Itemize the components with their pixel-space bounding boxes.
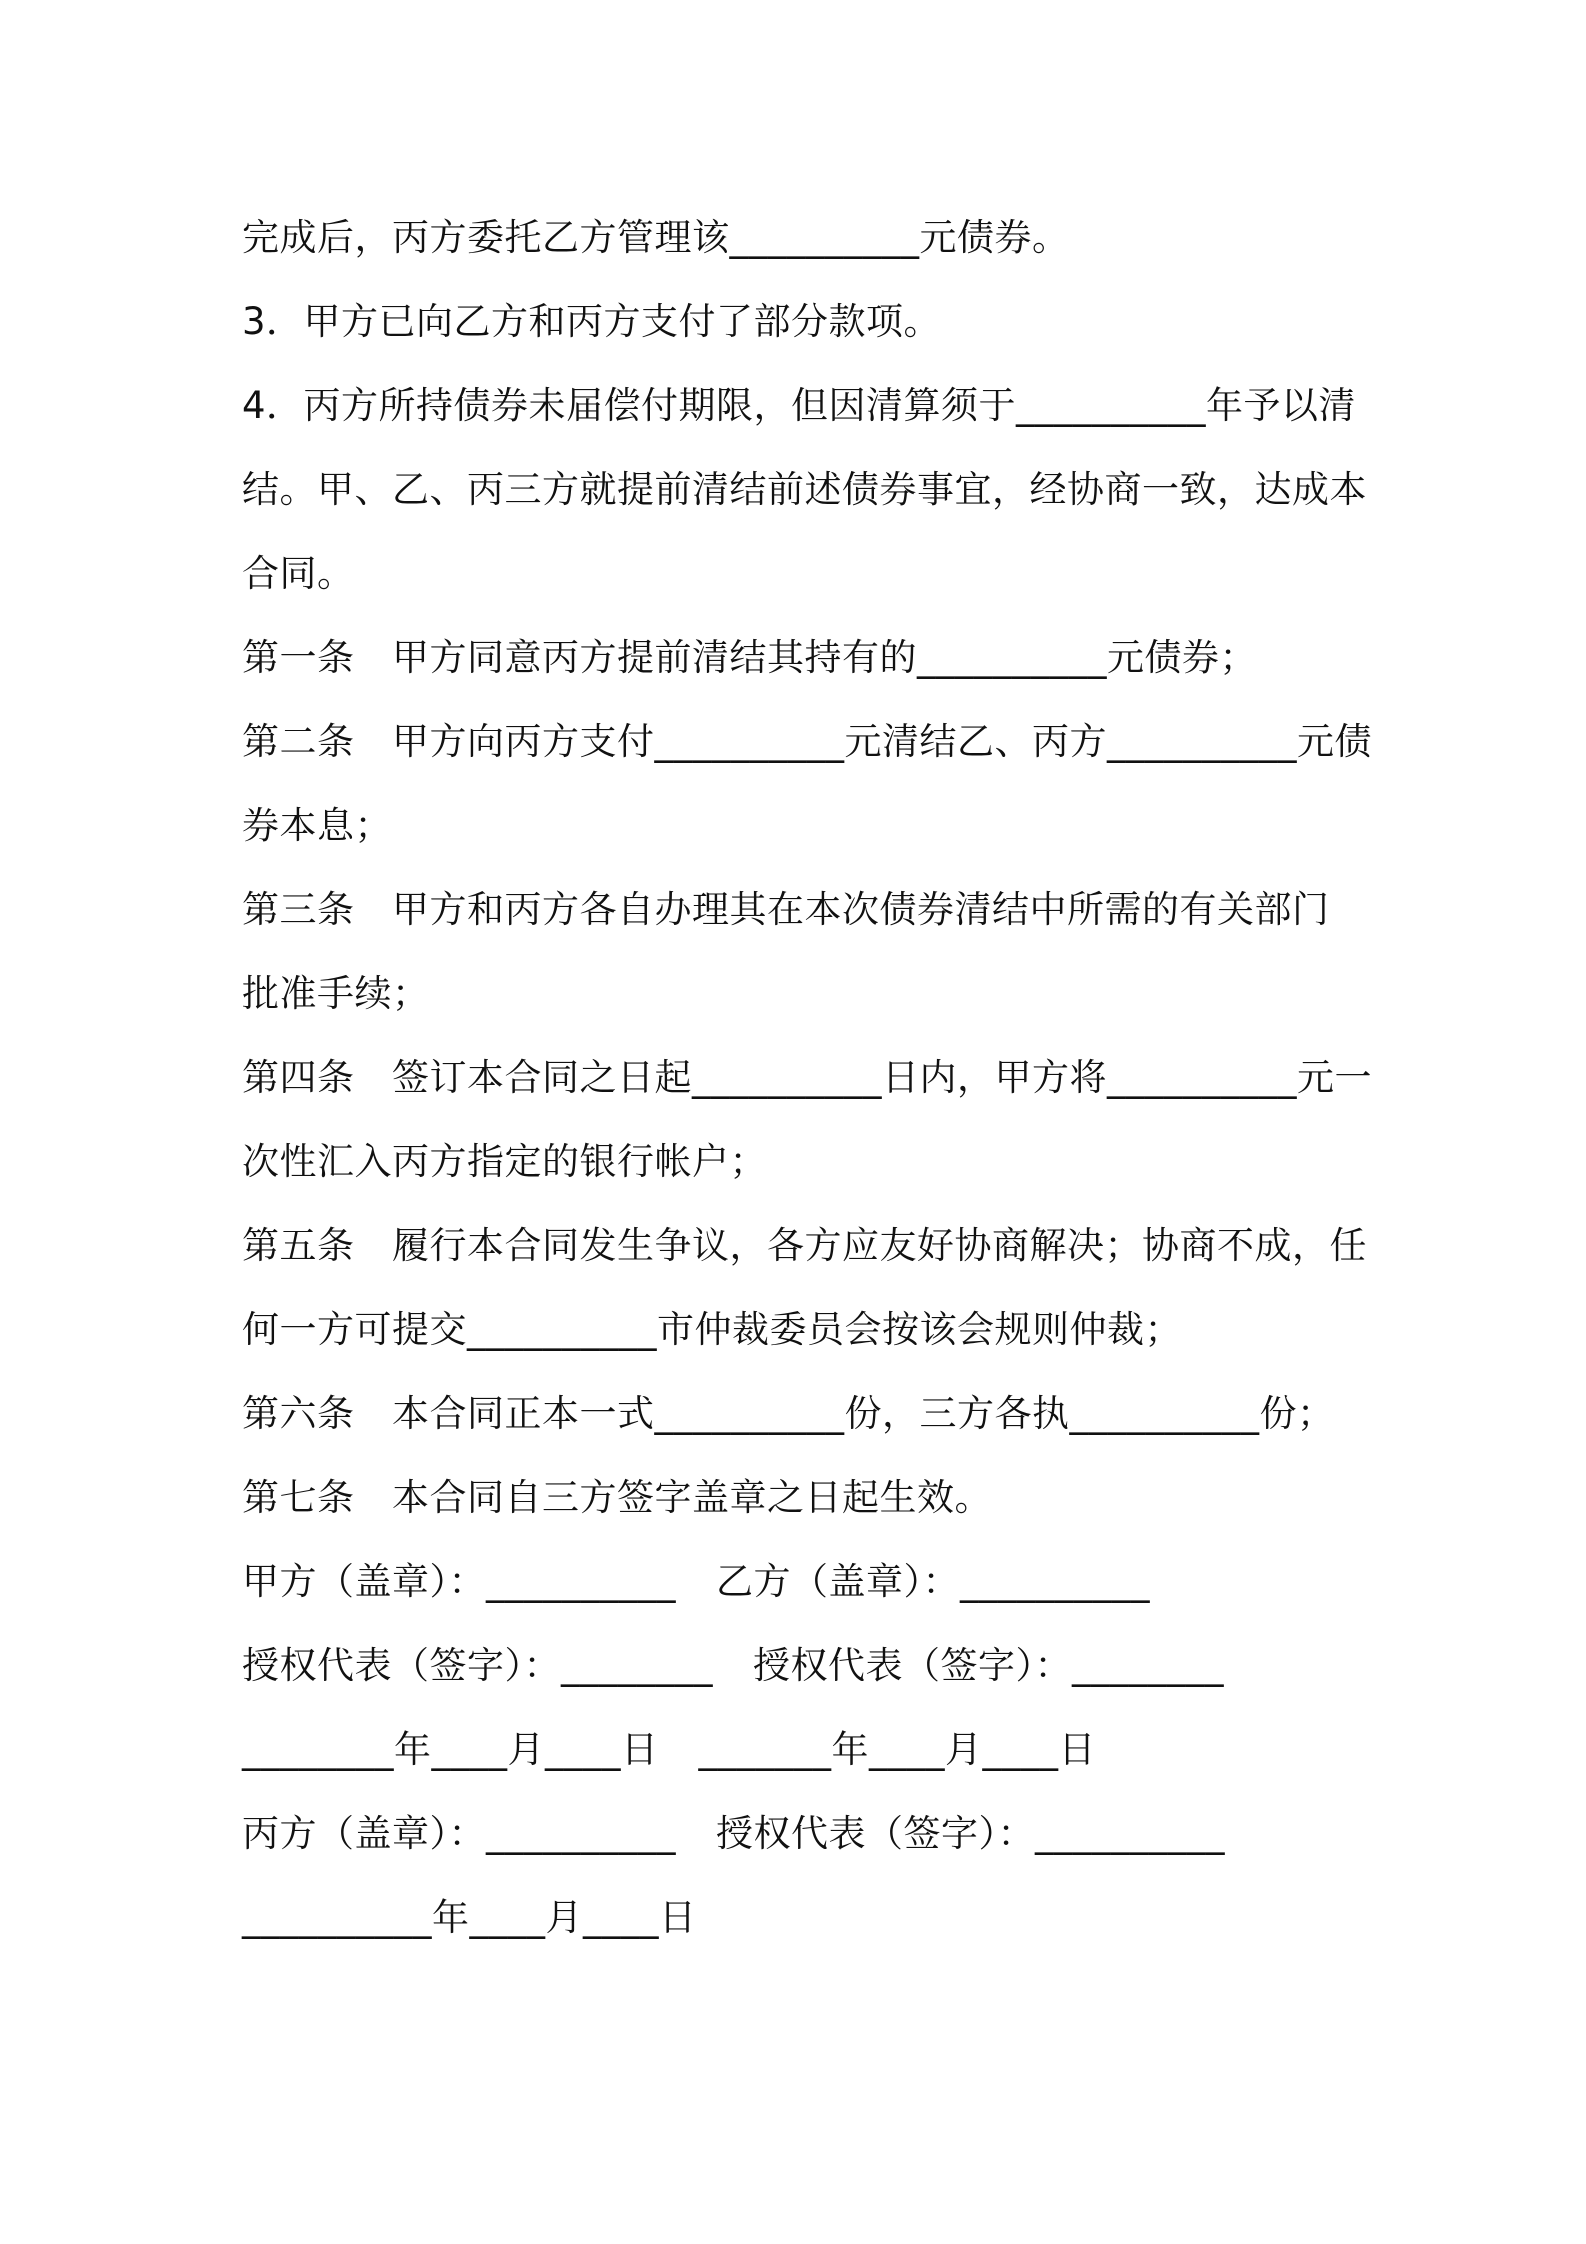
text-line: 批准手续；	[242, 972, 430, 1015]
party-a-seal: 甲方（盖章）：__________	[242, 1560, 676, 1603]
party-c-date: __________年____月____日	[242, 1896, 697, 1939]
party-c-seal: 丙方（盖章）：__________	[242, 1812, 676, 1855]
article-4: 第四条 签订本合同之日起__________日内，甲方将__________元一	[242, 1056, 1372, 1099]
text-line: 次性汇入丙方指定的银行帐户；	[242, 1140, 767, 1183]
text-line: 完成后，丙方委托乙方管理该__________元债券。	[242, 216, 1070, 259]
party-b-representative: 授权代表（签字）：________	[753, 1644, 1224, 1687]
text-line: 券本息；	[242, 804, 392, 847]
text-line: 何一方可提交__________市仲裁委员会按该会规则仲裁；	[242, 1308, 1182, 1351]
signature-row	[242, 1876, 1362, 1960]
signature-row	[242, 1708, 1362, 1792]
party-b-seal: 乙方（盖章）：__________	[716, 1560, 1150, 1603]
article-7: 第七条 本合同自三方签字盖章之日起生效。	[242, 1476, 992, 1519]
party-a-representative: 授权代表（签字）：________	[242, 1644, 713, 1687]
text-line: 合同。	[242, 552, 355, 595]
party-a-date: ________年____月____日	[242, 1728, 659, 1771]
text-line: 4．丙方所持债券未届偿付期限，但因清算须于__________年予以清	[242, 384, 1357, 427]
signature-row	[242, 1540, 1362, 1624]
article-6: 第六条 本合同正本一式__________份，三方各执__________份；	[242, 1392, 1335, 1435]
article-3: 第三条 甲方和丙方各自办理其在本次债券清结中所需的有关部门	[242, 888, 1330, 931]
signature-row	[242, 1624, 1362, 1708]
article-2: 第二条 甲方向丙方支付__________元清结乙、丙方__________元债	[242, 720, 1372, 763]
party-c-representative: 授权代表（签字）：__________	[716, 1812, 1225, 1855]
text-line: 结。甲、乙、丙三方就提前清结前述债券事宜，经协商一致，达成本	[242, 468, 1367, 511]
signature-row	[242, 1792, 1362, 1876]
party-b-date: _______年____月____日	[698, 1728, 1096, 1771]
article-5: 第五条 履行本合同发生争议，各方应友好协商解决；协商不成，任	[242, 1224, 1367, 1267]
contract-body	[242, 196, 1372, 1960]
text-line: 3．甲方已向乙方和丙方支付了部分款项。	[242, 300, 942, 343]
article-1: 第一条 甲方同意丙方提前清结其持有的__________元债券；	[242, 636, 1257, 679]
